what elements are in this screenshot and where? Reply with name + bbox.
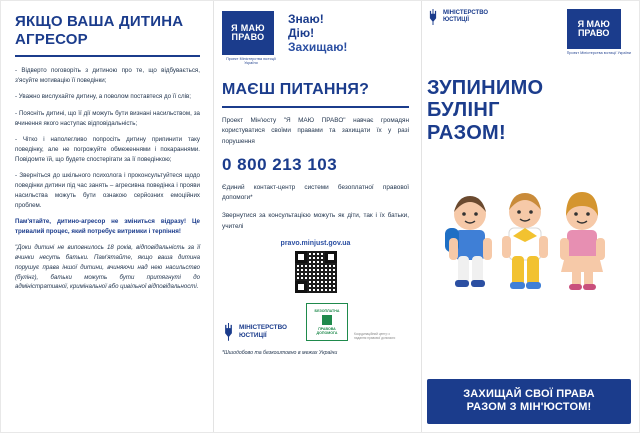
website-url[interactable]: pravo.minjust.gov.ua bbox=[280, 239, 351, 247]
left-bullet-5: - Зверніться до шкільного психолога і проконсультуйтеся щодо поведінки дитини під час занять – агресивна поведінка і прояви насильства можуть бути ознакою серйозних емоційних проблем. bbox=[15, 171, 200, 209]
left-panel-body bbox=[15, 66, 200, 237]
headline-line-3: РАЗОМ! bbox=[427, 121, 506, 144]
slogan-block bbox=[288, 12, 347, 54]
logo-badge bbox=[222, 11, 274, 55]
slogan-line-2: Дію! bbox=[288, 26, 315, 41]
ministry-of-justice-logo-right bbox=[427, 9, 488, 25]
right-panel bbox=[419, 1, 639, 432]
green-logo-line-1: БЕЗОПЛАТНА bbox=[314, 308, 340, 313]
left-divider bbox=[15, 55, 200, 57]
trident-icon bbox=[427, 9, 439, 25]
middle-paragraph-3: Звернутися за консультацією можуть як діти, так і їх батьки, учителі bbox=[222, 212, 409, 230]
left-bullet-4: - Чітко і наполегливо попросіть дитину припинити таку поведінку, але не погрожуйте обмеженнями і покараннями. Повідомте їй, що будете спостерігати за її поведінкою; bbox=[15, 135, 200, 163]
child-right bbox=[560, 192, 605, 290]
right-header bbox=[427, 9, 631, 55]
headline-line-1: ЗУПИНИМО bbox=[427, 77, 544, 99]
hotline-phone: 0 800 213 103 bbox=[222, 154, 338, 174]
free-legal-aid-logo bbox=[306, 303, 348, 341]
middle-divider bbox=[222, 106, 409, 108]
ministry-line-1: МІНІСТЕРСТВО bbox=[239, 324, 288, 332]
logo-line-2: ПРАВО bbox=[577, 28, 610, 38]
green-logo-line-3: ДОПОМОГА bbox=[316, 330, 338, 335]
three-children-illustration bbox=[427, 156, 631, 306]
cta-line-2: РАЗОМ З МІН'ЮСТОМ! bbox=[466, 401, 592, 414]
logo-line-1: Я МАЮ bbox=[231, 22, 265, 33]
ministry-line-1: МІНІСТЕРСТВО bbox=[443, 10, 489, 17]
ministry-line-2: ЮСТИЦІЇ bbox=[239, 331, 267, 339]
logo-caption: Проект Міністерства юстиції України bbox=[566, 51, 631, 55]
ministry-of-justice-logo bbox=[222, 323, 300, 341]
children-svg bbox=[427, 156, 631, 306]
right-headline bbox=[427, 77, 631, 144]
middle-heading: МАЄШ ПИТАННЯ? bbox=[222, 81, 370, 98]
cta-banner[interactable] bbox=[427, 379, 631, 425]
trident-icon bbox=[222, 323, 235, 341]
headline-line-2: БУЛІНГ bbox=[427, 99, 500, 122]
cta-line-1: ЗАХИЩАЙ СВОЇ ПРАВА bbox=[463, 387, 595, 400]
middle-paragraph-2: Єдиний контакт-центр системи безоплатної правової допомоги* bbox=[222, 183, 409, 201]
logo-caption: Проект Міністерства юстиції України bbox=[226, 57, 276, 65]
left-bullet-3: - Поясніть дитині, що її дії можуть бути визнані насильством, за вчинення якого наступає відповідальність; bbox=[15, 109, 200, 127]
middle-header bbox=[222, 11, 409, 65]
left-panel bbox=[1, 1, 212, 432]
green-square-icon bbox=[322, 315, 332, 325]
left-bullet-1: - Відверто поговоріть з дитиною про те, що відбувається, з'ясуйте мотивацію її поведінки; bbox=[15, 67, 200, 85]
left-panel-title: ЯКЩО ВАША ДИТИНА АГРЕСОР bbox=[15, 13, 184, 48]
ya-mayu-pravo-logo-right bbox=[567, 9, 631, 55]
child-middle bbox=[502, 193, 548, 289]
left-bullet-2: - Уважно вислухайте дитину, а поволом поставтеся до її слів; bbox=[15, 93, 192, 101]
slogan-line-3: Захищаю! bbox=[288, 40, 348, 55]
logo-line-1: Я МАЮ bbox=[577, 18, 610, 29]
child-left bbox=[445, 196, 492, 287]
ministry-line-2: ЮСТИЦІЇ bbox=[443, 17, 469, 23]
green-logo-line-2: ПРАВОВА bbox=[318, 326, 336, 331]
coordination-center-logo: Координаційний центр з надання правової допомоги bbox=[354, 332, 396, 340]
left-quote: "Доки дитині не виповнилось 18 років, відповідальність за її вчинки несуть батьки. Пам'ятайте, якщо ваша дитина порушує права іншої дитини, вчиняючи над нею насильство (булінг), батьки можуть бути притягнуті до адміністративної, кримінальної або цивільної відповідальності. bbox=[15, 244, 200, 291]
partner-logos bbox=[222, 303, 409, 341]
middle-paragraph-1: Проект Мін'юсту "Я МАЮ ПРАВО" навчає громадян користуватися своїми правами та захищати їх у разі порушення bbox=[222, 117, 409, 145]
qr-code-icon[interactable] bbox=[295, 251, 337, 293]
left-highlight: Пам'ятайте, дитино-агресор не зміниться відразу! Це тривалий процес, який потребує витримки і терпіння! bbox=[15, 217, 200, 235]
ya-mayu-pravo-logo bbox=[222, 11, 280, 65]
logo-line-2: ПРАВО bbox=[231, 32, 265, 42]
logo-badge bbox=[567, 9, 621, 49]
middle-footnote: *Шшодобово та безкоштовно в межах України bbox=[222, 349, 338, 356]
slogan-line-1: Знаю! bbox=[288, 12, 324, 26]
middle-panel bbox=[212, 1, 419, 432]
